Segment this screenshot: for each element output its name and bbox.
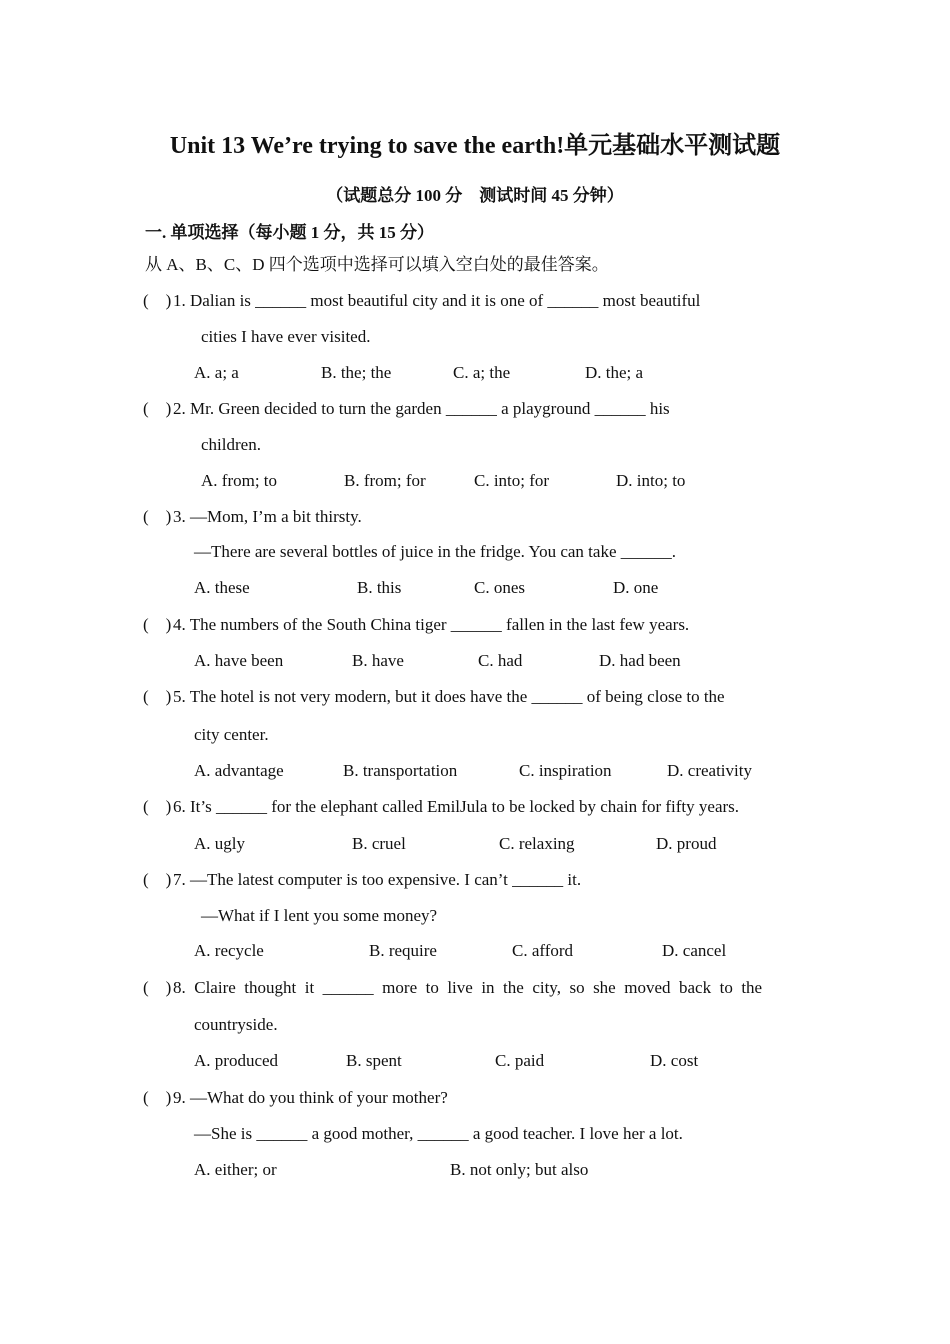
answer-bracket[interactable]: ( )	[143, 687, 172, 706]
question-stem-cont: —What if I lent you some money?	[201, 906, 438, 925]
answer-bracket[interactable]: ( )	[143, 399, 172, 418]
option-d: D. cancel	[662, 941, 727, 960]
option-d: D. creativity	[667, 761, 752, 780]
option-b: B. not only; but also	[450, 1160, 589, 1179]
option-d: D. into; to	[616, 471, 686, 490]
question-stem-cont: city center.	[194, 725, 269, 744]
question-stem: 9. —What do you think of your mother?	[173, 1088, 448, 1107]
option-c: C. paid	[495, 1051, 545, 1070]
answer-bracket[interactable]: ( )	[143, 797, 172, 816]
option-a: A. a; a	[194, 363, 239, 382]
question-stem: 3. —Mom, I’m a bit thirsty.	[173, 507, 362, 526]
question-stem-cont: —She is ______ a good mother, ______ a good teacher. I love her a lot.	[194, 1124, 683, 1143]
option-b: B. from; for	[344, 471, 426, 490]
answer-bracket[interactable]: ( )	[143, 1088, 172, 1107]
question-stem-cont: cities I have ever visited.	[201, 327, 371, 346]
question-stem: 1. Dalian is ______ most beautiful city and it is one of ______ most beautiful	[173, 291, 701, 310]
option-b: B. cruel	[352, 834, 406, 853]
option-a: A. these	[194, 578, 250, 597]
option-a: A. recycle	[194, 941, 264, 960]
option-c: C. inspiration	[519, 761, 612, 780]
answer-bracket[interactable]: ( )	[143, 978, 172, 997]
section-instruction: 从 A、B、C、D 四个选项中选择可以填入空白处的最佳答案。	[145, 255, 609, 274]
option-c: C. relaxing	[499, 834, 575, 853]
question-stem: 8. Claire thought it ______ more to live in the city, so she moved back to the	[173, 978, 763, 997]
page-subtitle: （试题总分 100 分 测试时间 45 分钟）	[326, 186, 624, 205]
question-stem-cont: —There are several bottles of juice in the fridge. You can take ______.	[194, 542, 676, 561]
question-stem-cont: countryside.	[194, 1015, 278, 1034]
option-b: B. the; the	[321, 363, 392, 382]
option-c: C. had	[478, 651, 523, 670]
section-heading: 一. 单项选择（每小题 1 分，共 15 分）	[145, 223, 434, 242]
answer-bracket[interactable]: ( )	[143, 291, 172, 310]
question-stem: 6. It’s ______ for the elephant called EmilJula to be locked by chain for fifty years.	[173, 797, 740, 816]
option-b: B. have	[352, 651, 404, 670]
question-stem: 4. The numbers of the South China tiger ______ fallen in the last few years.	[173, 615, 690, 634]
option-b: B. spent	[346, 1051, 402, 1070]
option-b: B. this	[357, 578, 402, 597]
option-c: C. into; for	[474, 471, 550, 490]
option-b: B. transportation	[343, 761, 458, 780]
option-a: A. ugly	[194, 834, 245, 853]
option-d: D. had been	[599, 651, 681, 670]
option-c: C. afford	[512, 941, 574, 960]
page-title: Unit 13 We’re trying to save the earth!单元基础水平测试题	[169, 133, 781, 159]
answer-bracket[interactable]: ( )	[143, 507, 172, 526]
option-a: A. from; to	[201, 471, 278, 490]
option-d: D. the; a	[585, 363, 644, 382]
question-stem: 2. Mr. Green decided to turn the garden ______ a playground ______ his	[173, 399, 670, 418]
option-a: A. either; or	[194, 1160, 277, 1179]
option-d: D. cost	[650, 1051, 699, 1070]
question-stem: 7. —The latest computer is too expensive. I can’t ______ it.	[173, 870, 582, 889]
option-d: D. proud	[656, 834, 717, 853]
option-d: D. one	[613, 578, 659, 597]
option-c: C. a; the	[453, 363, 511, 382]
option-b: B. require	[369, 941, 437, 960]
answer-bracket[interactable]: ( )	[143, 615, 172, 634]
option-a: A. produced	[194, 1051, 279, 1070]
answer-bracket[interactable]: ( )	[143, 870, 172, 889]
option-c: C. ones	[474, 578, 525, 597]
option-a: A. advantage	[194, 761, 284, 780]
option-a: A. have been	[194, 651, 284, 670]
question-stem-cont: children.	[201, 435, 261, 454]
question-stem: 5. The hotel is not very modern, but it does have the ______ of being close to the	[173, 687, 725, 706]
